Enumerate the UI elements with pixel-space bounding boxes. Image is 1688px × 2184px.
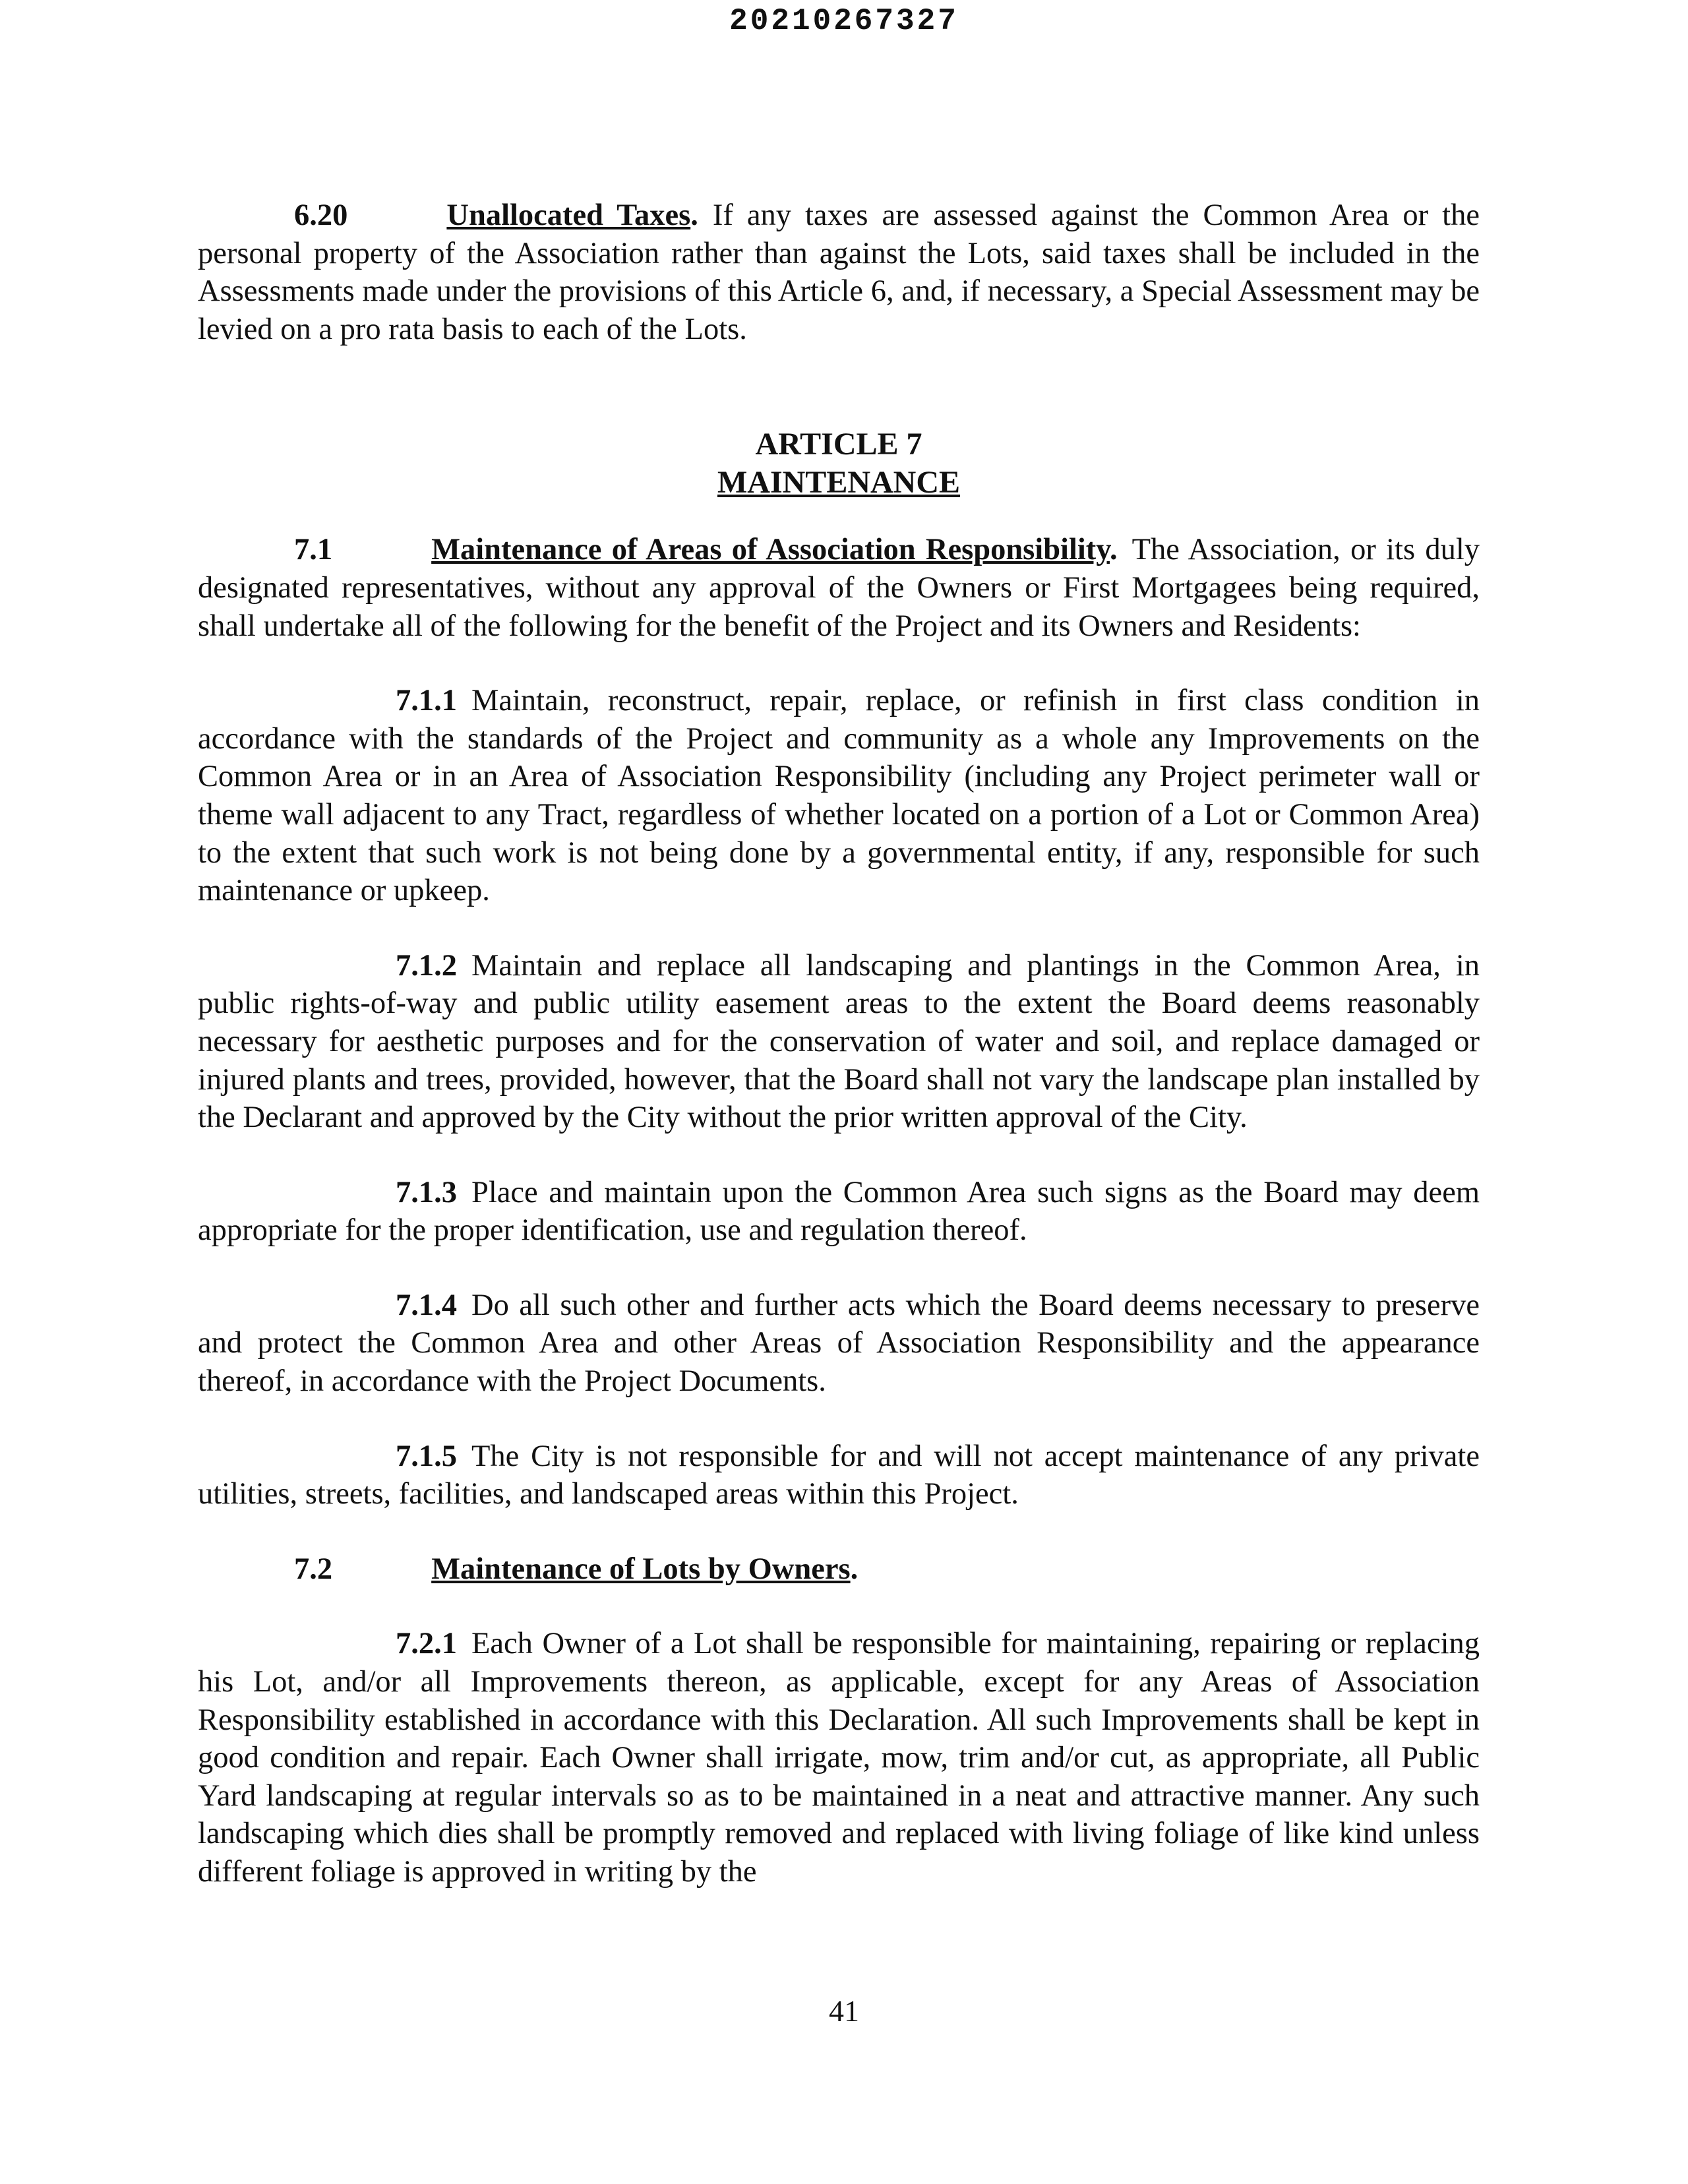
section-number: 7.1: [294, 533, 333, 567]
section-7-2-1: [198, 1625, 1480, 1891]
document-number: 20210267327: [729, 4, 959, 38]
section-text: The City is not responsible for and will not accept maintenance of any private utilities, streets, facilities, and landscaped areas within this Project.: [198, 1439, 1480, 1511]
section-text: Place and maintain upon the Common Area such signs as the Board may deem appropriate for the proper identification, use and regulation thereof.: [198, 1175, 1480, 1248]
section-7-1-5: [198, 1438, 1480, 1513]
section-7-1-4: [198, 1287, 1480, 1401]
section-number: 7.1.3: [396, 1175, 457, 1209]
section-text: Do all such other and further acts which the Board deems necessary to preserve and protect the Common Area and other Areas of Association Responsibility and the appearance thereof, in accordance with the Project Documents.: [198, 1288, 1480, 1399]
section-7-1-3: [198, 1174, 1480, 1250]
article-heading: [198, 425, 1480, 502]
section-number: 7.2.1: [396, 1627, 457, 1661]
section-text: Maintain, reconstruct, repair, replace, or refinish in first class condition in accordance with the standards of the Project and community as a whole any Improvements on the Common Area or in an Area of Association Responsibility (including any Project perimeter wall or theme wall adjacent to any Tract, regardless of whether located on a portion of a Lot or Common Area) to the extent that such work is not being done by a governmental entity, if any, responsible for such maintenance or upkeep.: [198, 684, 1480, 908]
article-label: ARTICLE 7: [755, 427, 922, 462]
section-number: 7.2: [294, 1552, 333, 1586]
section-number: 7.1.1: [396, 684, 457, 718]
section-text: If any taxes are assessed against the Common Area or the personal property of the Association rather than against the Lots, said taxes shall be included in the Assessments made under the provisions of this Article 6, and, if necessary, a Special Assessment may be levied on a pro rata basis to each of the Lots.: [198, 198, 1480, 346]
section-6-20: 6.20 Unallocated Taxes. If any taxes are assessed against the Common Area or the personal property of the Association rather than against the Lots, said taxes shall be included in the Assessments made under the provisions of this Article 6, and, if necessary, a Special Assessment may be levied on a pro rata basis to each of the Lots.: [198, 198, 1480, 346]
section-number: 7.1.4: [396, 1288, 457, 1322]
page-content: [198, 197, 1480, 1891]
section-text: Maintain and replace all landscaping and plantings in the Common Area, in public rights-of-way and public utility easement areas to the extent the Board deems reasonably necessary for aesthetic purposes and for the conservation of water and soil, and replace damaged or injured plants and trees, provided, however, that the Board shall not vary the landscape plan installed by the Declarant and approved by the City without the prior written approval of the City.: [198, 948, 1480, 1135]
section-number: 6.20: [294, 198, 348, 232]
article-title: MAINTENANCE: [717, 465, 960, 501]
section-text: The Association, or its duly designated representatives, without any approval of the Owners or First Mortgagees being required, shall undertake all of the following for the benefit of the Project and its Owners and Residents:: [198, 533, 1480, 643]
section-7-1: 7.1 Maintenance of Areas of Association Responsibility. The Association, or its duly designated representatives, without any approval of the Owners or First Mortgagees being required, shall undertake all of the following for the benefit of the Project and its Owners and Residents:: [198, 533, 1480, 643]
section-7-1-2: [198, 947, 1480, 1137]
page-number: 41: [829, 1994, 859, 2028]
section-heading: Maintenance of Areas of Association Responsibility: [431, 533, 1110, 567]
section-number: 7.1.2: [396, 948, 457, 983]
section-7-2: 7.2 Maintenance of Lots by Owners.: [294, 1552, 859, 1586]
section-heading: Maintenance of Lots by Owners: [431, 1552, 851, 1586]
section-number: 7.1.5: [396, 1439, 457, 1473]
section-heading: Unallocated Taxes: [446, 198, 691, 232]
section-7-1-1: [198, 682, 1480, 910]
section-text: Each Owner of a Lot shall be responsible for maintaining, repairing or replacing his Lot, and/or all Improvements thereon, as applicable, except for any Areas of Association Responsibility established in accordance with this Declaration. All such Improvements shall be kept in good condition and repair. Each Owner shall irrigate, mow, trim and/or cut, as appropriate, all Public Yard landscaping at regular intervals so as to be maintained in a neat and attractive manner. Any such landscaping which dies shall be promptly removed and replaced with living foliage of like kind unless different foliage is approved in writing by the: [198, 1627, 1480, 1889]
